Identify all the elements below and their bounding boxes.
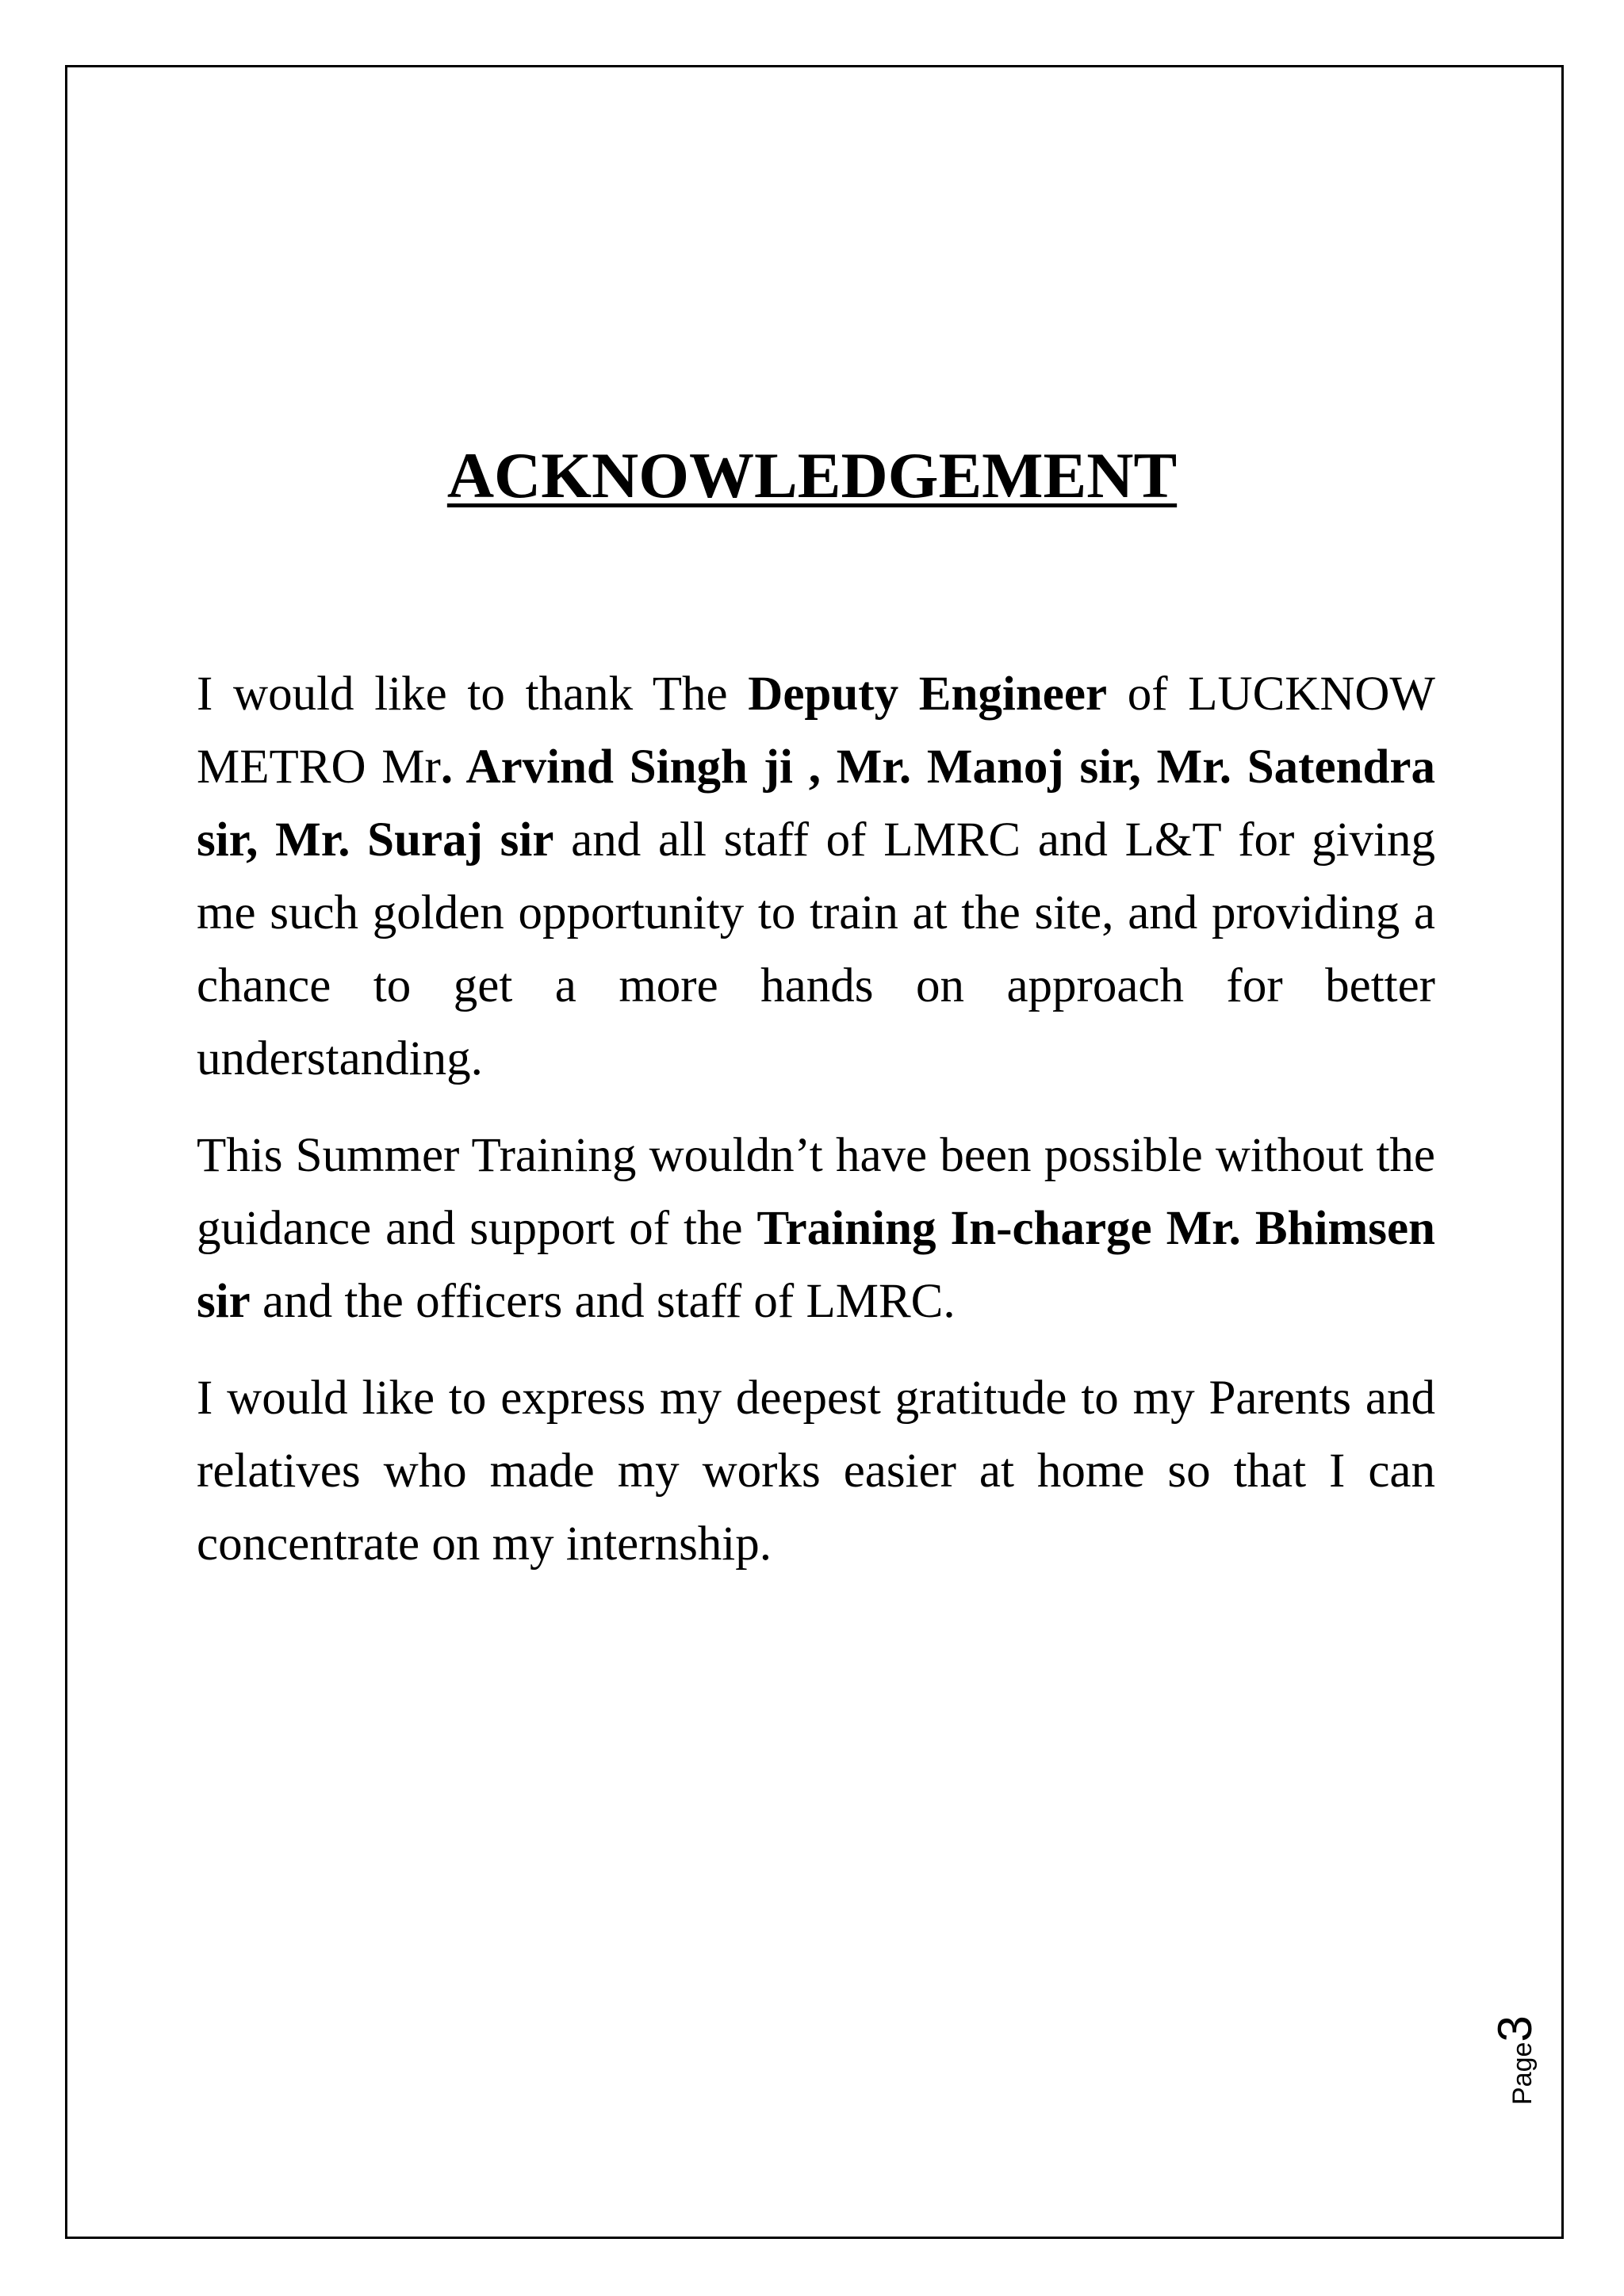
paragraph-2-run-2: Training In-charge Mr. Bhimsen sir: [197, 1202, 1435, 1328]
paragraph-3-run-1: I would like to express my deepest gratitude to my Parents and relatives who made my works easier at home so that I can concentrate on my internship.: [197, 1372, 1435, 1571]
page-title-text: ACKNOWLEDGEMENT: [446, 439, 1178, 511]
paragraph-1-run-5: and all staff of LMRC and L&T for giving me such golden opportunity to train at the site, and providing a chance to get a more hands on approach for better understanding.: [197, 813, 1436, 1085]
paragraph-2-run-3: and the officers and staff of LMRC.: [250, 1275, 956, 1328]
paragraph-2-run-1: This Summer Training wouldn’t have been possible without the guidance and support of the: [197, 1129, 1435, 1255]
paragraph-2: [197, 1119, 1435, 1338]
paragraph-1-run-1: I would like to thank The: [197, 668, 749, 721]
page-title: [0, 436, 1624, 515]
page-number-value: 3: [1488, 2015, 1542, 2042]
paragraph-3: [197, 1362, 1435, 1581]
paragraph-1-run-3: of LUCKNOW METRO Mr: [197, 668, 1435, 794]
acknowledgement-body: [197, 658, 1435, 1605]
paragraph-1-run-4: . Arvind Singh ji , Mr. Manoj sir, Mr. Satendra sir, Mr. Suraj sir: [197, 740, 1435, 867]
paragraph-1-run-2: Deputy Engineer: [748, 668, 1108, 721]
paragraph-1: [197, 658, 1435, 1096]
page-number: [1488, 1994, 1554, 2105]
page-number-label: Page: [1507, 2042, 1538, 2105]
